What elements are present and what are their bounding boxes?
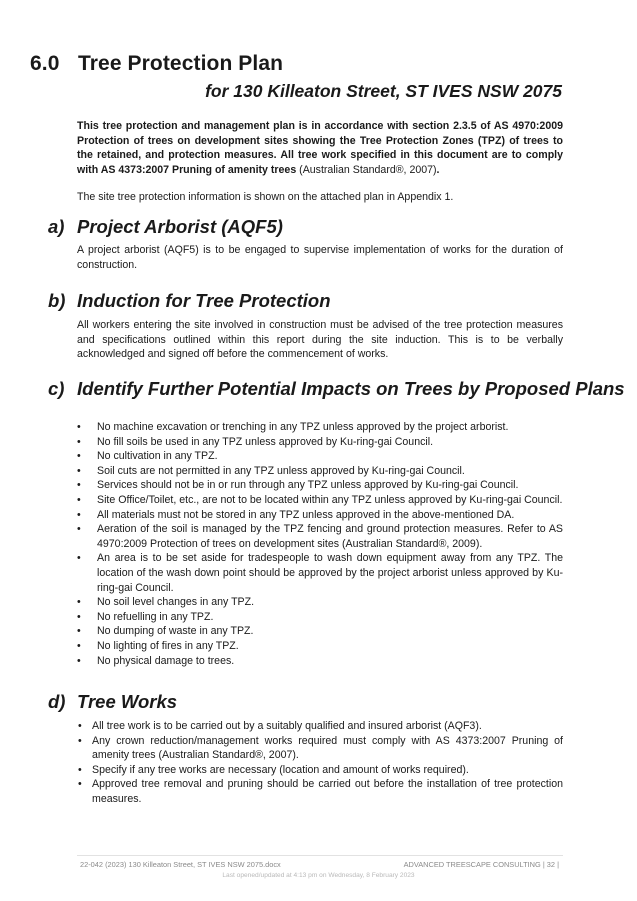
bullet-icon: • [77,464,81,477]
intro-citation: (Australian Standard®, 2007) [299,163,437,176]
page-title [30,52,283,76]
section-a-heading [48,216,283,238]
list-item-text: No fill soils be used in any TPZ unless approved by Ku-ring-gai Council. [97,435,434,448]
section-b-body: All workers entering the site involved in construction must be advised of the tree protection measures and specifications outlined within this report during the site induction. This is to be verbally acknowledged and signed off before the commencement of works. [77,319,563,361]
list-item [77,551,563,595]
section-d-heading [48,691,177,713]
list-item-text: Services should not be in or run through any TPZ unless approved by Ku-ring-gai Council. [97,479,519,492]
list-item [77,478,563,493]
list-item-text: No refuelling in any TPZ. [97,610,214,623]
footer-last-updated: Last opened/updated at 4:13 pm on Wednesday, 8 February 2023 [222,872,415,879]
bullet-icon: • [77,493,81,506]
list-item-text: No lighting of fires in any TPZ. [97,639,239,652]
footer-divider [77,855,563,856]
list-item-text: Specify if any tree works are necessary (location and amount of works required). [92,763,469,776]
bullet-icon: • [77,523,81,536]
bullet-icon: • [77,450,81,463]
list-item-text: Soil cuts are not permitted in any TPZ unless approved by Ku-ring-gai Council. [97,464,465,477]
section-c-title: Identify Further Potential Impacts on Trees by Proposed Plans [77,378,625,399]
list-item-text: Any crown reduction/management works required must comply with AS 4373:2007 Pruning of amenity trees (Australian Standard®, 2007). [92,734,563,762]
bullet-icon: • [78,778,82,791]
appendix-note: The site tree protection information is shown on the attached plan in Appendix 1. [77,191,454,203]
footer-company-page: ADVANCED TREESCAPE CONSULTING | 32 | [403,860,559,869]
list-item-text: No machine excavation or trenching in any TPZ unless approved by the project arborist. [97,421,509,433]
bullet-icon: • [77,421,81,433]
section-d-title: Tree Works [77,691,178,712]
intro-paragraph [77,119,563,177]
list-item-text: Site Office/Toilet, etc., are not to be located within any TPZ unless approved by Ku-ring-gai Council. [97,493,563,506]
bullet-icon: • [77,596,81,609]
section-title: Tree Protection Plan [78,52,284,75]
section-b-letter: b) [48,290,66,311]
list-item-text: No physical damage to trees. [97,654,235,667]
site-address-subheading: for 130 Killeaton Street, ST IVES NSW 2075 [205,81,562,101]
list-item-text: Aeration of the soil is managed by the TPZ fencing and ground protection measures. Refer to AS 4970:2009 Protection of trees on development sites (Australian Standard®, 2009). [97,523,563,550]
section-d-list [78,719,563,807]
bullet-icon: • [77,625,81,638]
list-item [78,719,563,734]
list-item [78,777,563,806]
section-a-body: A project arborist (AQF5) is to be engaged to supervise implementation of works for the duration of construction. [77,244,563,271]
list-item [77,610,563,625]
intro-period: . [436,163,440,176]
bullet-icon: • [78,720,82,732]
section-c-list [77,420,563,668]
list-item-text: All materials must not be stored in any TPZ unless approved in the above-mentioned DA. [97,508,515,521]
bullet-icon: • [77,610,81,623]
list-item [77,654,563,669]
list-item-text: No soil level changes in any TPZ. [97,596,255,609]
section-number: 6.0 [30,52,60,75]
bullet-icon: • [77,552,81,565]
list-item-text: No cultivation in any TPZ. [97,450,218,463]
bullet-icon: • [78,763,82,776]
list-item [78,763,563,778]
bullet-icon: • [77,654,81,667]
section-d-letter: d) [48,691,66,712]
list-item-text: Approved tree removal and pruning should be carried out before the installation of tree protection measures. [92,778,563,805]
intro-bold-text: This tree protection and management plan is in accordance with section 2.3.5 of AS 4970:2009 Protection of trees on development sites showing the Tree Protection Zones (TPZ) of trees to the retained, and protection measures. All tree work specified in this document are to comply with AS 4373:2007 Pruning of amenity trees [77,120,563,176]
list-item [77,639,563,654]
list-item-text: No dumping of waste in any TPZ. [97,625,254,638]
section-c-heading [48,378,625,400]
section-a-letter: a) [48,216,65,237]
section-a-title: Project Arborist (AQF5) [77,216,283,237]
bullet-icon: • [77,639,81,652]
list-item [77,493,563,508]
footer-filename: 22-042 (2023) 130 Killeaton Street, ST IVES NSW 2075.docx [80,860,281,869]
list-item [77,508,563,523]
list-item [77,420,563,435]
bullet-icon: • [78,734,82,747]
section-b-title: Induction for Tree Protection [77,290,331,311]
list-item-text: All tree work is to be carried out by a suitably qualified and insured arborist (AQF3). [92,720,482,732]
list-item [77,595,563,610]
bullet-icon: • [77,435,81,448]
list-item [77,522,563,551]
list-item [77,449,563,464]
list-item-text: An area is to be set aside for tradespeople to wash down equipment away from any TPZ. The location of the wash down point should be approved by the project arborist unless approved by Ku-ring-gai Council. [97,552,563,594]
list-item [77,464,563,479]
bullet-icon: • [77,508,81,521]
bullet-icon: • [77,479,81,492]
list-item [78,734,563,763]
list-item [77,435,563,450]
section-b-heading [48,290,331,312]
list-item [77,624,563,639]
section-c-letter: c) [48,378,65,399]
